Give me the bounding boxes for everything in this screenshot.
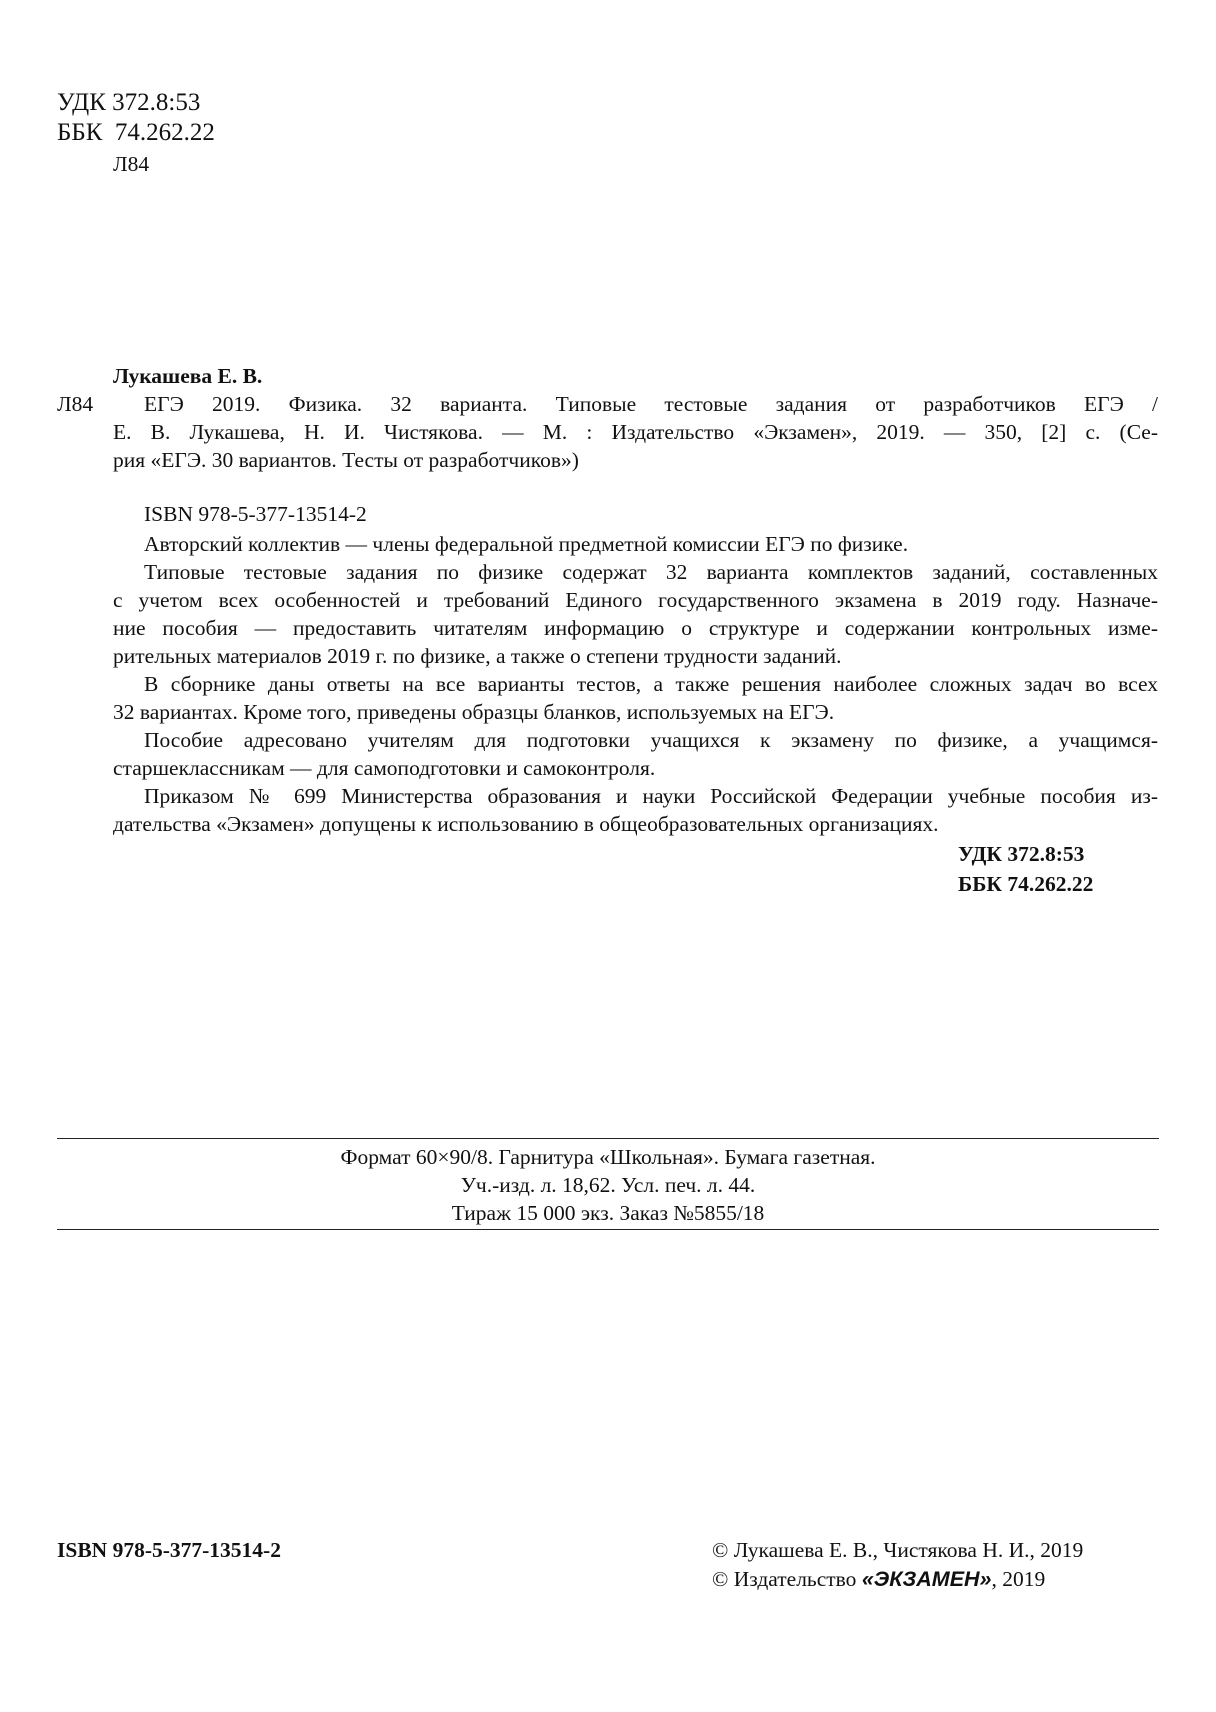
header-bbk: ББК 74.262.22 [57, 119, 215, 146]
imprint-line2: Уч.-изд. л. 18,62. Усл. печ. л. 44. [460, 1173, 756, 1197]
abstract-line: Авторский коллектив — члены федеральной предметной комиссии ЕГЭ по физике. [144, 532, 909, 556]
abstract-p2-first [144, 558, 1158, 586]
abstract-line: Пособие адресовано учителям для подготовки учащихся к экзамену по физике, а учащимся- [144, 728, 1158, 752]
header-code: Л84 [113, 152, 150, 176]
abstract-line: Приказом № 699 Министерства образования и науки Российской Федерации учебные пособия из- [144, 784, 1158, 808]
bib-code: Л84 [57, 392, 94, 416]
bib-line: Е. В. Лукашева, Н. И. Чистякова. — М. : Издательство «Экзамен», 2019. — 350, [2] с. (Се- [113, 420, 1158, 444]
abstract-line: с учетом всех особенностей и требований Единого государственного экзамена в 2019 году. Назначе- [113, 588, 1158, 612]
publisher-brand: «ЭКЗАМЕН» [861, 1567, 992, 1591]
abstract-p3 [113, 698, 1158, 726]
bib-line: ЕГЭ 2019. Физика. 32 варианта. Типовые тестовые задания от разработчиков ЕГЭ / [144, 392, 1158, 416]
abstract-line: В сборнике даны ответы на все варианты тестов, а также решения наиболее сложных задач во всех [144, 672, 1158, 696]
imprint-top-rule [57, 1138, 1159, 1139]
abstract-p2 [113, 586, 1158, 670]
imprint-line3: Тираж 15 000 экз. Заказ №5855/18 [451, 1201, 765, 1225]
abstract-line: 32 вариантах. Кроме того, приведены образцы бланков, используемых на ЕГЭ. [113, 700, 835, 724]
abstract-p1 [144, 530, 1158, 558]
imprint-line1: Формат 60×90/8. Гарнитура «Школьная». Бумага газетная. [340, 1145, 876, 1169]
bib-author: Лукашева Е. В. [113, 364, 263, 388]
classification-bbk: ББК 74.262.22 [958, 872, 1094, 896]
abstract-p3-first [144, 670, 1158, 698]
abstract-p5 [113, 810, 1158, 838]
footer-isbn: ISBN 978-5-377-13514-2 [57, 1538, 281, 1562]
bib-line: рия «ЕГЭ. 30 вариантов. Тесты от разработчиков») [113, 448, 579, 472]
header-udk: УДК 372.8:53 [57, 89, 201, 116]
abstract-p4 [113, 754, 1158, 782]
abstract-line: дательства «Экзамен» допущены к использованию в общеобразовательных организациях. [113, 812, 939, 836]
abstract-line: ние пособия — предоставить читателям информацию о структуре и содержании контрольных изме- [113, 616, 1158, 640]
footer-copyright-publisher [712, 1565, 1045, 1593]
classification-udk: УДК 372.8:53 [958, 842, 1085, 866]
abstract-line: рительных материалов 2019 г. по физике, а также о степени трудности заданий. [113, 644, 842, 668]
copyright-prefix: © Издательство [712, 1567, 862, 1591]
abstract-p5-first [144, 782, 1158, 810]
bib-description-cont [113, 418, 1158, 474]
imprint-bottom-rule [57, 1229, 1159, 1230]
copyright-suffix: , 2019 [991, 1567, 1046, 1591]
abstract-line: Типовые тестовые задания по физике содержат 32 варианта комплектов заданий, составленных [144, 560, 1158, 584]
bib-isbn: ISBN 978-5-377-13514-2 [144, 502, 367, 526]
footer-copyright-authors: © Лукашева Е. В., Чистякова Н. И., 2019 [712, 1538, 1084, 1562]
bib-description [144, 390, 1158, 418]
abstract-line: старшеклассникам — для самоподготовки и самоконтроля. [113, 756, 656, 780]
abstract-p4-first [144, 726, 1158, 754]
